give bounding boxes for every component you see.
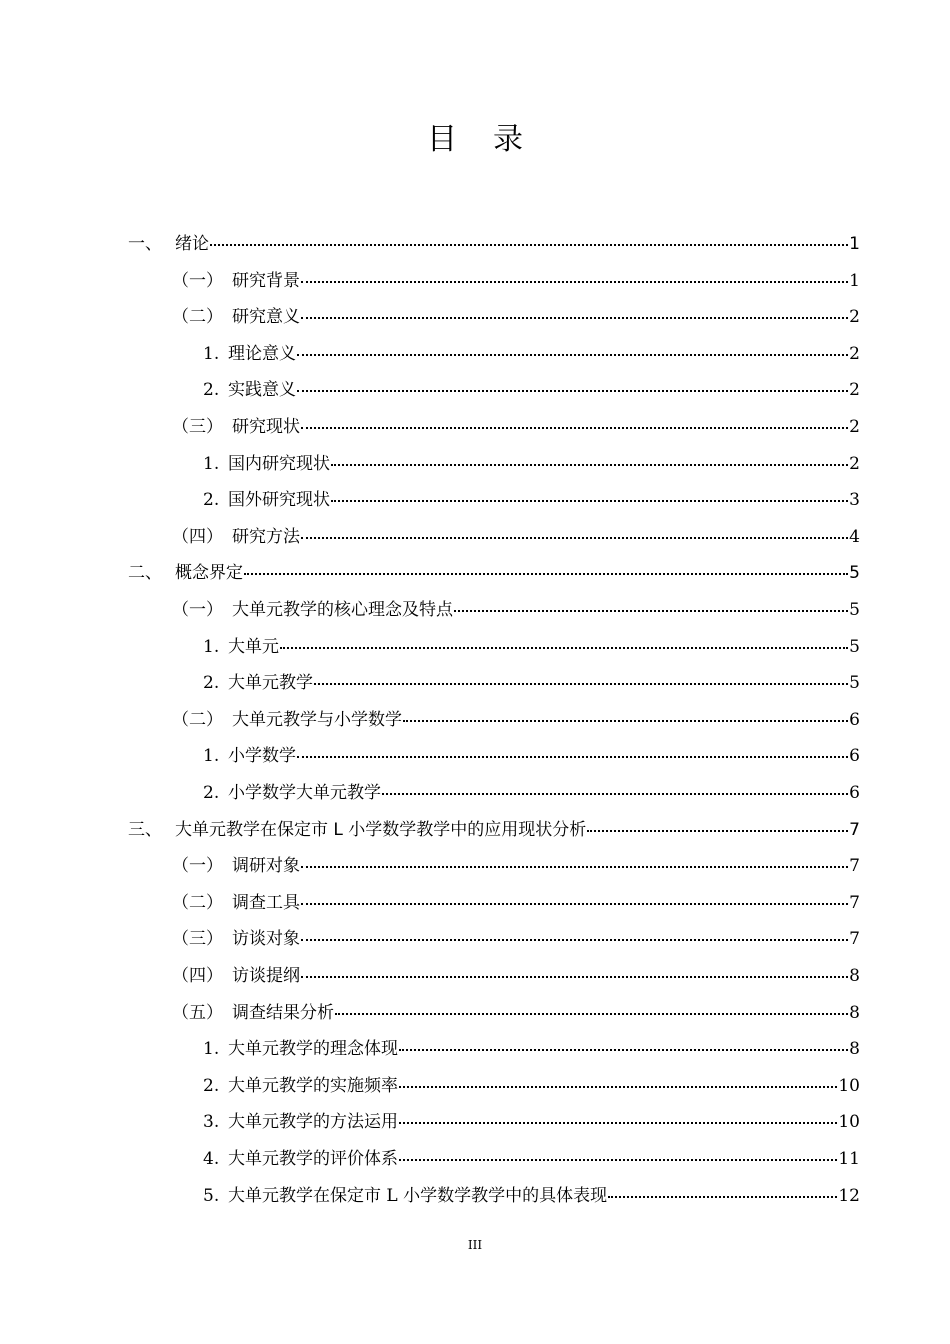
toc-dot-leader xyxy=(454,610,848,612)
toc-dot-leader xyxy=(314,683,848,685)
toc-title: 目录 xyxy=(427,122,559,157)
toc-dot-leader xyxy=(301,427,848,429)
toc-entry-page: 4 xyxy=(849,527,860,547)
toc-entry-text: 国外研究现状 xyxy=(228,490,330,510)
toc-entry-number: 1. xyxy=(203,454,220,474)
toc-entry-number: 4. xyxy=(203,1149,220,1169)
toc-entry-page: 7 xyxy=(849,929,860,949)
toc-entry-label xyxy=(172,964,300,988)
toc-entry-number: （一） xyxy=(172,600,223,620)
toc-entry-text: 小学数学大单元教学 xyxy=(228,783,381,803)
toc-entry-number: 一、 xyxy=(128,234,162,254)
toc-entry-text: 大单元教学 xyxy=(228,673,313,693)
toc-entry-level-1[interactable] xyxy=(128,818,860,842)
toc-entry-level-2[interactable] xyxy=(172,854,860,878)
toc-entry-label xyxy=(172,269,300,293)
toc-entry-level-2[interactable] xyxy=(172,708,860,732)
toc-entry-label xyxy=(172,927,300,951)
toc-entry-level-3[interactable] xyxy=(203,452,860,476)
toc-entry-text: 小学数学 xyxy=(228,746,296,766)
toc-dot-leader xyxy=(301,903,848,905)
toc-entry-page: 8 xyxy=(849,1039,860,1059)
toc-entry-label xyxy=(172,708,402,732)
toc-entry-level-3[interactable] xyxy=(203,1110,860,1134)
toc-entry-number: （二） xyxy=(172,307,223,327)
toc-entry-text: 大单元 xyxy=(228,637,279,657)
toc-dot-leader xyxy=(399,1159,837,1161)
toc-entry-text: 大单元教学的核心理念及特点 xyxy=(232,600,453,620)
toc-entry-page: 7 xyxy=(849,820,860,840)
toc-entry-level-2[interactable] xyxy=(172,415,860,439)
toc-entry-label xyxy=(128,232,209,256)
toc-entry-label xyxy=(203,1037,398,1061)
toc-entry-number: （四） xyxy=(172,527,223,547)
toc-entry-label xyxy=(128,561,243,585)
toc-entry-label xyxy=(172,305,300,329)
toc-entry-number: 2. xyxy=(203,490,220,510)
toc-dot-leader xyxy=(399,1049,848,1051)
toc-entry-number: （三） xyxy=(172,417,223,437)
toc-entry-level-2[interactable] xyxy=(172,305,860,329)
toc-dot-leader xyxy=(399,1086,837,1088)
toc-dot-leader xyxy=(244,573,848,575)
toc-entry-label xyxy=(172,525,300,549)
toc-dot-leader xyxy=(301,317,848,319)
toc-entry-label xyxy=(172,415,300,439)
toc-entry-text: 研究现状 xyxy=(232,417,300,437)
toc-entry-level-2[interactable] xyxy=(172,927,860,951)
toc-entry-label xyxy=(203,342,296,366)
toc-entry-number: 2. xyxy=(203,1076,220,1096)
toc-entry-page: 3 xyxy=(849,490,860,510)
toc-entry-text: 访谈对象 xyxy=(232,929,300,949)
toc-entry-level-3[interactable] xyxy=(203,1184,860,1208)
toc-entry-number: （二） xyxy=(172,710,223,730)
toc-entry-number: 1. xyxy=(203,746,220,766)
toc-entry-number: 2. xyxy=(203,673,220,693)
toc-dot-leader xyxy=(301,866,848,868)
toc-entry-text: 国内研究现状 xyxy=(228,454,330,474)
toc-dot-leader xyxy=(331,500,848,502)
toc-entry-label xyxy=(172,598,453,622)
toc-dot-leader xyxy=(587,830,848,832)
toc-entry-level-2[interactable] xyxy=(172,525,860,549)
toc-dot-leader xyxy=(297,390,848,392)
toc-entry-page: 2 xyxy=(849,417,860,437)
toc-entry-page: 2 xyxy=(849,380,860,400)
toc-entry-text: 大单元教学的实施频率 xyxy=(228,1076,398,1096)
toc-entry-label xyxy=(203,488,330,512)
toc-entry-text: 大单元教学的评价体系 xyxy=(228,1149,398,1169)
toc-entry-label xyxy=(172,891,300,915)
toc-entry-text: 大单元教学与小学数学 xyxy=(232,710,402,730)
toc-entry-level-3[interactable] xyxy=(203,1037,860,1061)
toc-entry-number: （二） xyxy=(172,893,223,913)
toc-entry-number: （一） xyxy=(172,856,223,876)
toc-entry-label xyxy=(203,1147,398,1171)
toc-dot-leader xyxy=(403,720,848,722)
toc-entry-text: 调查结果分析 xyxy=(232,1003,334,1023)
toc-entry-level-3[interactable] xyxy=(203,378,860,402)
toc-entry-label xyxy=(172,1001,334,1025)
toc-entry-level-2[interactable] xyxy=(172,1001,860,1025)
toc-entry-number: （三） xyxy=(172,929,223,949)
toc-entry-text: 大单元教学的理念体现 xyxy=(228,1039,398,1059)
toc-entry-page: 10 xyxy=(838,1076,860,1096)
toc-entry-text: 实践意义 xyxy=(228,380,296,400)
toc-entry-number: 3. xyxy=(203,1112,220,1132)
toc-dot-leader xyxy=(335,1013,848,1015)
toc-dot-leader xyxy=(399,1122,837,1124)
toc-entry-text: 绪论 xyxy=(175,234,209,254)
toc-entry-page: 5 xyxy=(849,637,860,657)
toc-entry-page: 7 xyxy=(849,856,860,876)
toc-entry-page: 1 xyxy=(849,271,860,291)
toc-entry-label xyxy=(203,452,330,476)
toc-entry-number: 1. xyxy=(203,344,220,364)
toc-entry-page: 7 xyxy=(849,893,860,913)
toc-entry-text: 研究背景 xyxy=(232,271,300,291)
toc-entry-text: 大单元教学在保定市 L 小学数学教学中的具体表现 xyxy=(228,1186,608,1206)
toc-dot-leader xyxy=(301,976,848,978)
toc-entry-level-2[interactable] xyxy=(172,269,860,293)
toc-entry-text: 大单元教学的方法运用 xyxy=(228,1112,398,1132)
toc-entry-page: 10 xyxy=(838,1112,860,1132)
toc-entry-page: 6 xyxy=(849,710,860,730)
toc-entry-page: 8 xyxy=(849,1003,860,1023)
toc-entry-number: （四） xyxy=(172,966,223,986)
toc-entry-level-1[interactable] xyxy=(128,232,860,256)
toc-entry-level-3[interactable] xyxy=(203,1147,860,1171)
toc-entry-page: 5 xyxy=(849,600,860,620)
toc-entry-label xyxy=(203,1074,398,1098)
toc-dot-leader xyxy=(297,354,848,356)
toc-entry-text: 概念界定 xyxy=(175,563,243,583)
toc-entry-label xyxy=(203,671,313,695)
toc-entry-number: 1. xyxy=(203,1039,220,1059)
toc-entry-page: 8 xyxy=(849,966,860,986)
toc-dot-leader xyxy=(382,793,848,795)
toc-entry-level-3[interactable] xyxy=(203,781,860,805)
toc-entry-page: 12 xyxy=(838,1186,860,1206)
toc-entry-text: 访谈提纲 xyxy=(232,966,300,986)
toc-entry-page: 2 xyxy=(849,344,860,364)
toc-entry-label xyxy=(203,378,296,402)
toc-entry-page: 5 xyxy=(849,563,860,583)
toc-entry-number: 5. xyxy=(203,1186,220,1206)
toc-entry-number: （五） xyxy=(172,1003,223,1023)
toc-entry-level-3[interactable] xyxy=(203,744,860,768)
toc-entry-number: 三、 xyxy=(128,820,162,840)
toc-entry-label xyxy=(128,818,586,842)
toc-entry-number: （一） xyxy=(172,271,223,291)
toc-entry-label xyxy=(203,635,279,659)
toc-dot-leader xyxy=(608,1196,837,1198)
toc-entry-label xyxy=(172,854,300,878)
toc-entry-text: 研究方法 xyxy=(232,527,300,547)
toc-entry-text: 大单元教学在保定市 L 小学数学教学中的应用现状分析 xyxy=(175,820,587,840)
toc-entry-page: 11 xyxy=(838,1149,860,1169)
toc-entry-page: 1 xyxy=(849,234,860,254)
toc-entry-label xyxy=(203,781,381,805)
toc-entry-label xyxy=(203,744,296,768)
toc-dot-leader xyxy=(280,647,848,649)
toc-entry-text: 调研对象 xyxy=(232,856,300,876)
toc-entry-text: 理论意义 xyxy=(228,344,296,364)
toc-entry-label xyxy=(203,1110,398,1134)
toc-entry-page: 6 xyxy=(849,783,860,803)
toc-entry-level-2[interactable] xyxy=(172,891,860,915)
toc-entry-level-3[interactable] xyxy=(203,1074,860,1098)
toc-dot-leader xyxy=(301,281,848,283)
toc-entry-page: 5 xyxy=(849,673,860,693)
toc-entry-label xyxy=(203,1184,607,1208)
toc-entry-number: 2. xyxy=(203,783,220,803)
toc-entry-text: 研究意义 xyxy=(232,307,300,327)
toc-entry-level-3[interactable] xyxy=(203,635,860,659)
toc-dot-leader xyxy=(331,464,848,466)
toc-dot-leader xyxy=(301,939,848,941)
toc-entry-level-1[interactable] xyxy=(128,561,860,585)
toc-dot-leader xyxy=(210,244,848,246)
toc-entry-level-3[interactable] xyxy=(203,488,860,512)
toc-entry-number: 二、 xyxy=(128,563,162,583)
toc-entry-page: 2 xyxy=(849,307,860,327)
toc-entry-number: 2. xyxy=(203,380,220,400)
toc-dot-leader xyxy=(301,537,848,539)
page-number: III xyxy=(467,1238,483,1252)
toc-entry-page: 2 xyxy=(849,454,860,474)
toc-dot-leader xyxy=(297,756,848,758)
toc-entry-text: 调查工具 xyxy=(232,893,300,913)
toc-entry-page: 6 xyxy=(849,746,860,766)
toc-entry-number: 1. xyxy=(203,637,220,657)
toc-entry-level-2[interactable] xyxy=(172,964,860,988)
toc-entry-level-3[interactable] xyxy=(203,342,860,366)
toc-entry-level-2[interactable] xyxy=(172,598,860,622)
toc-entry-level-3[interactable] xyxy=(203,671,860,695)
